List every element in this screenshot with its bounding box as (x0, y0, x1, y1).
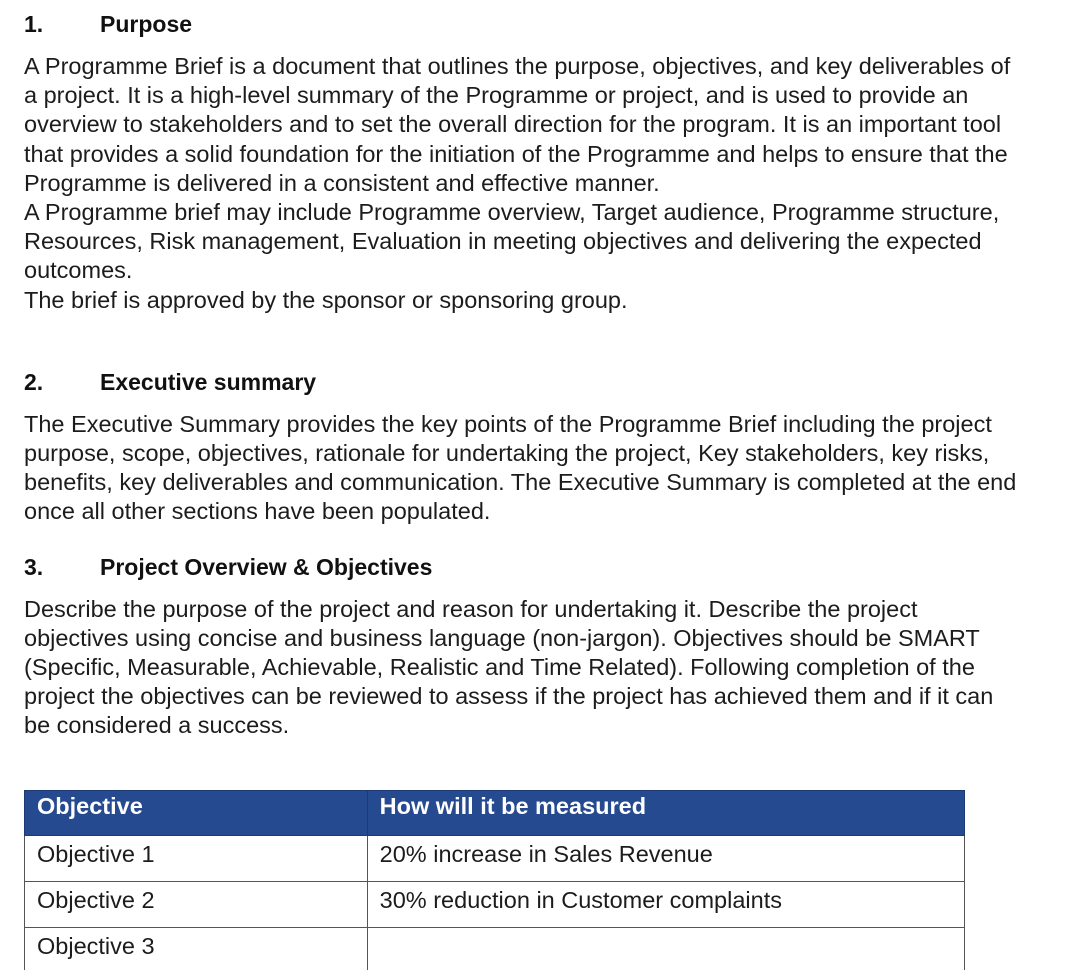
measure-cell: 30% reduction in Customer complaints (367, 882, 964, 928)
section-title: Executive summary (100, 368, 317, 395)
section-number: 3. (24, 553, 44, 580)
section-number: 1. (24, 11, 44, 37)
section-heading-executive-summary (24, 368, 1024, 396)
document-page (24, 0, 1024, 741)
section-number: 2. (24, 368, 44, 395)
measure-cell (367, 928, 964, 970)
section-heading-project-overview (24, 553, 1024, 581)
objective-cell: Objective 2 (25, 882, 368, 928)
column-header-measure: How will it be measured (367, 791, 964, 836)
objective-cell: Objective 1 (25, 836, 368, 882)
table-header-row (25, 791, 965, 836)
section-body-executive-summary (24, 410, 1024, 527)
objectives-table (24, 790, 965, 970)
paragraph: The Executive Summary provides the key points of the Programme Brief including the project purpose, scope, objectives, rationale for undertaking the project, Key stakeholders, key risks, benefits, key deliverables and communication. The Executive Summary is completed at the end once all other sections have been populated. (24, 410, 1017, 525)
table-row (25, 836, 965, 882)
paragraph: Describe the purpose of the project and reason for undertaking it. Describe the project objectives using concise and business language (non-jargon). Objectives should be SMART (Specific, Measurable, Achievable, Realistic and Time Related). Following completion of the project the objectives can be reviewed to assess if the project has achieved them and if it can be considered a success. (24, 595, 994, 739)
paragraph: A Programme brief may include Programme overview, Target audience, Programme structure, Resources, Risk management, Evaluation in meeting objectives and delivering the expected outcomes. (24, 199, 1000, 284)
section-body-purpose (24, 52, 1024, 315)
section-title: Purpose (100, 11, 193, 37)
objective-cell: Objective 3 (25, 928, 368, 970)
table-row (25, 928, 965, 970)
paragraph: A Programme Brief is a document that outlines the purpose, objectives, and key deliverables of a project. It is a high-level summary of the Programme or project, and is used to provide an overview to stakeholders and to set the overall direction for the program. It is an important tool that provides a solid foundation for the initiation of the Programme and helps to ensure that the Programme is delivered in a consistent and effective manner. (24, 53, 1011, 196)
measure-cell: 20% increase in Sales Revenue (367, 836, 964, 882)
section-heading-purpose (24, 10, 1024, 38)
table-row (25, 882, 965, 928)
column-header-objective: Objective (25, 791, 368, 836)
paragraph: The brief is approved by the sponsor or sponsoring group. (24, 286, 628, 313)
section-title: Project Overview & Objectives (100, 553, 433, 580)
section-body-project-overview (24, 595, 1024, 741)
